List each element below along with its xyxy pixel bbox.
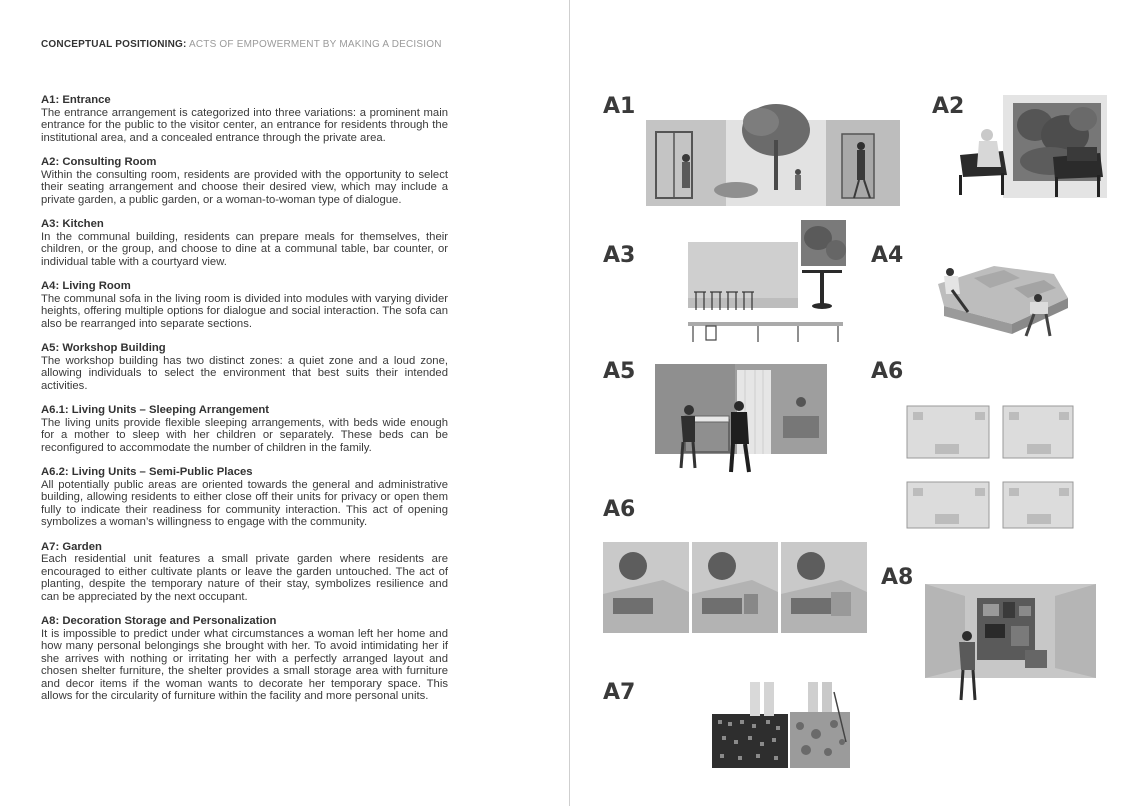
section-text: Within the consulting room, residents are provided with the opportunity to select their seating arrangement and choose their desired view, which may include a private garden, a public garden, or a woman-to-woman type of dialogue. [41, 168, 448, 206]
section-title: A4: Living Room [41, 280, 131, 292]
living-room-sofa-image [934, 254, 1072, 338]
garden-image [712, 682, 850, 768]
text-column [41, 94, 448, 715]
panel-label-a5: A5 [603, 359, 636, 384]
section-title: A3: Kitchen [41, 218, 104, 230]
panel-label-a6-top: A6 [871, 359, 904, 384]
section-a6-2 [41, 466, 448, 529]
section-a7 [41, 541, 448, 604]
living-units-floor-plans [905, 404, 1075, 529]
consulting-room-image [955, 95, 1107, 198]
section-text: Each residential unit features a small private garden where residents are encouraged to either cultivate plants or leave the garden untouched. The act of planting, despite the temporary nature of their stay, symbolizes resilience and can be appreciated by the next occupant. [41, 553, 448, 603]
section-title: A1: Entrance [41, 94, 111, 106]
section-a8 [41, 615, 448, 703]
workshop-image [655, 364, 827, 476]
section-title: A5: Workshop Building [41, 342, 166, 354]
section-a4 [41, 280, 448, 330]
panel-label-a6-bottom: A6 [603, 497, 636, 522]
section-title: A2: Consulting Room [41, 156, 157, 168]
section-a5 [41, 342, 448, 392]
section-a3 [41, 218, 448, 268]
section-title: A8: Decoration Storage and Personalization [41, 615, 277, 627]
header-title-strong: CONCEPTUAL POSITIONING: [41, 39, 187, 50]
page-header [41, 39, 442, 50]
section-title: A7: Garden [41, 540, 102, 553]
header-title-light: ACTS OF EMPOWERMENT BY MAKING A DECISION [188, 39, 442, 50]
section-text: The communal sofa in the living room is divided into modules with varying divider heights, offering multiple options for dialogue and social interaction. The sofa can also be rearranged into separate sections. [41, 292, 448, 330]
section-text: The entrance arrangement is categorized into three variations: a prominent main entrance for the public to the visitor center, an entrance for residents through the institutional area, and a concealed entrance through the private area. [41, 106, 448, 144]
panel-label-a2: A2 [932, 94, 965, 119]
panel-label-a4: A4 [871, 243, 904, 268]
section-title: A6.2: Living Units – Semi-Public Places [41, 466, 253, 478]
panel-label-a8: A8 [881, 565, 914, 590]
section-text: It is impossible to predict under what circumstances a woman left her home and how many personal belongings she brought with her. To avoid intimidating her if she arrives with nothing or irritating her with a perfectly arranged layout and chosen shelter furniture, the shelter provides a small storage area with furniture and decor items if the woman wants to decorate her temporary space. This allows for the circularity of furniture within the facility and more personal units. [41, 627, 448, 702]
section-a6-1 [41, 404, 448, 454]
section-a2 [41, 156, 448, 206]
entrance-collage-image [646, 100, 900, 206]
kitchen-image [688, 220, 848, 345]
section-text: In the communal building, residents can prepare meals for themselves, their children, or the group, and choose to dine at a communal table, bar counter, or individual table with a courtyard view. [41, 230, 448, 268]
section-a1 [41, 94, 448, 144]
panel-label-a3: A3 [603, 243, 636, 268]
panel-label-a7: A7 [603, 680, 636, 705]
section-title: A6.1: Living Units – Sleeping Arrangement [41, 404, 270, 416]
page-divider [569, 0, 570, 806]
decoration-storage-image [925, 584, 1096, 702]
section-text: The living units provide flexible sleeping arrangements, with beds wide enough for a mother to sleep with her children or separately. These beds can be reconfigured to accommodate the number of children in the family. [41, 416, 448, 454]
panel-label-a1: A1 [603, 94, 636, 119]
section-text: All potentially public areas are oriented towards the general and administrative building, allowing residents to either close off their units for privacy or open them fully to indicate their readiness for community interaction. This act of opening symbolizes a woman’s willingness to engage with the community. [41, 478, 448, 528]
semi-public-units-image [603, 542, 867, 633]
section-text: The workshop building has two distinct zones: a quiet zone and a loud zone, allowing individuals to select the environment that best suits their intended activities. [41, 354, 448, 392]
